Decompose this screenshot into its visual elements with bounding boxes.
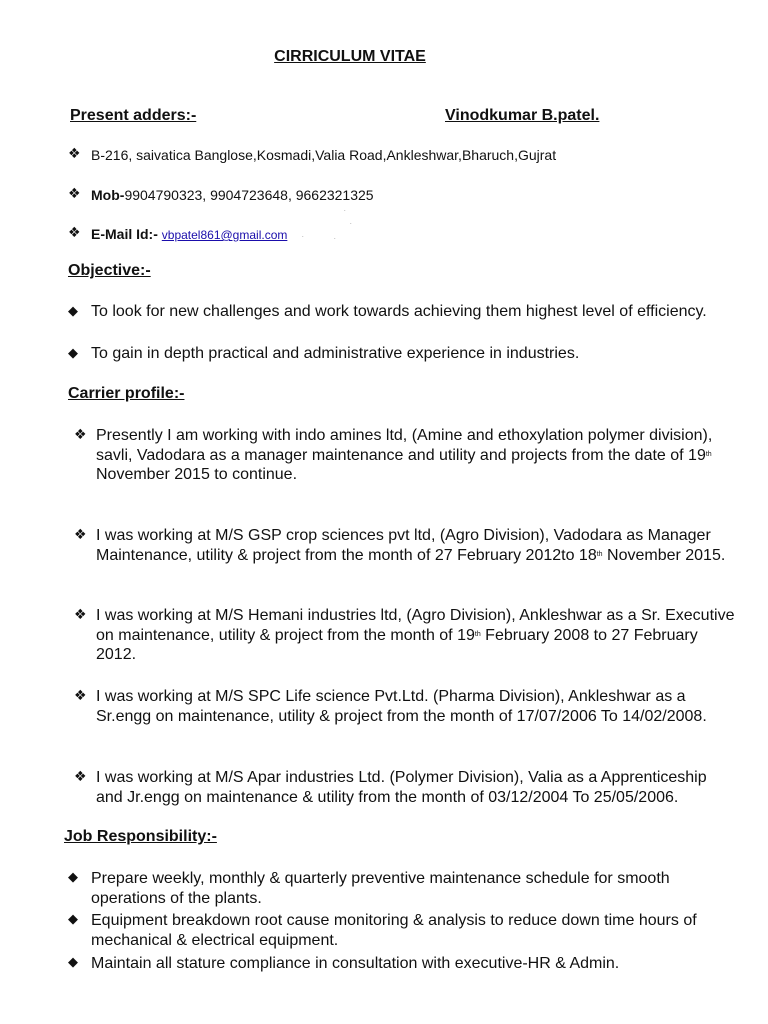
career-item: I was working at M/S SPC Life science Pvt.Ltd. (Pharma Division), Ankleshwar as a Sr.engg on maintenance, utility & project from the month of 17/07/2006 To 14/02/2008. xyxy=(96,688,707,725)
job-item: Equipment breakdown root cause monitoring & analysis to reduce down time hours of mechanical & electrical equipment. xyxy=(91,912,697,949)
stray-dot: . xyxy=(350,220,352,226)
present-address-heading: Present adders:- xyxy=(70,107,197,124)
candidate-name: Vinodkumar B.patel. xyxy=(445,107,600,124)
diamond-cluster-icon: ❖ xyxy=(68,225,81,241)
job-item: Maintain all stature compliance in consultation with executive-HR & Admin. xyxy=(91,955,620,972)
mobile-line xyxy=(91,187,374,203)
career-item: Presently I am working with indo amines ltd, (Amine and ethoxylation polymer division), savli, Vadodara as a manager maintenance and utility and projects from the date of 19th November 2015 to continue. xyxy=(96,427,713,483)
objective-item: To look for new challenges and work towards achieving them highest level of efficiency. xyxy=(91,303,707,320)
diamond-cluster-icon: ❖ xyxy=(74,427,87,443)
document-title: CIRRICULUM VITAE xyxy=(274,48,426,65)
mobile-label: Mob- xyxy=(91,187,125,203)
diamond-cluster-icon: ❖ xyxy=(68,186,81,202)
diamond-bullet-icon: ◆ xyxy=(68,912,78,927)
diamond-bullet-icon: ◆ xyxy=(68,955,78,970)
email-label: E-Mail Id:- xyxy=(91,226,158,242)
email-link[interactable]: vbpatel861@gmail.com xyxy=(161,228,288,242)
stray-dot: . xyxy=(302,233,304,239)
diamond-cluster-icon: ❖ xyxy=(74,527,87,543)
objective-heading: Objective:- xyxy=(68,262,151,279)
job-item: Prepare weekly, monthly & quarterly preventive maintenance schedule for smooth operations of the plants. xyxy=(91,870,670,907)
stray-dot: . xyxy=(334,235,336,241)
diamond-cluster-icon: ❖ xyxy=(74,688,87,704)
diamond-bullet-icon: ◆ xyxy=(68,870,78,885)
email-line xyxy=(91,226,287,242)
address-line: B-216, saivatica Banglose,Kosmadi,Valia Road,Ankleshwar,Bharuch,Gujrat xyxy=(91,147,557,163)
diamond-cluster-icon: ❖ xyxy=(74,607,87,623)
diamond-cluster-icon: ❖ xyxy=(74,769,87,785)
career-item: I was working at M/S Hemani industries ltd, (Agro Division), Ankleshwar as a Sr. Executive on maintenance, utility & project from the month of 19th February 2008 to 27 February 2012. xyxy=(96,607,735,663)
job-responsibility-heading: Job Responsibility:- xyxy=(64,828,217,845)
objective-item: To gain in depth practical and administrative experience in industries. xyxy=(91,345,580,362)
diamond-bullet-icon: ◆ xyxy=(68,346,78,361)
stray-dot: . xyxy=(344,207,346,213)
diamond-cluster-icon: ❖ xyxy=(68,146,81,162)
diamond-bullet-icon: ◆ xyxy=(68,304,78,319)
career-profile-heading: Carrier profile:- xyxy=(68,385,185,402)
career-item: I was working at M/S GSP crop sciences pvt ltd, (Agro Division), Vadodara as Manager Maintenance, utility & project from the month of 27 February 2012to 18th November 2015. xyxy=(96,527,726,564)
mobile-numbers: 9904790323, 9904723648, 9662321325 xyxy=(124,187,374,203)
career-item: I was working at M/S Apar industries Ltd. (Polymer Division), Valia as a Apprenticeship and Jr.engg on maintenance & utility from the month of 03/12/2004 To 25/05/2006. xyxy=(96,769,707,806)
